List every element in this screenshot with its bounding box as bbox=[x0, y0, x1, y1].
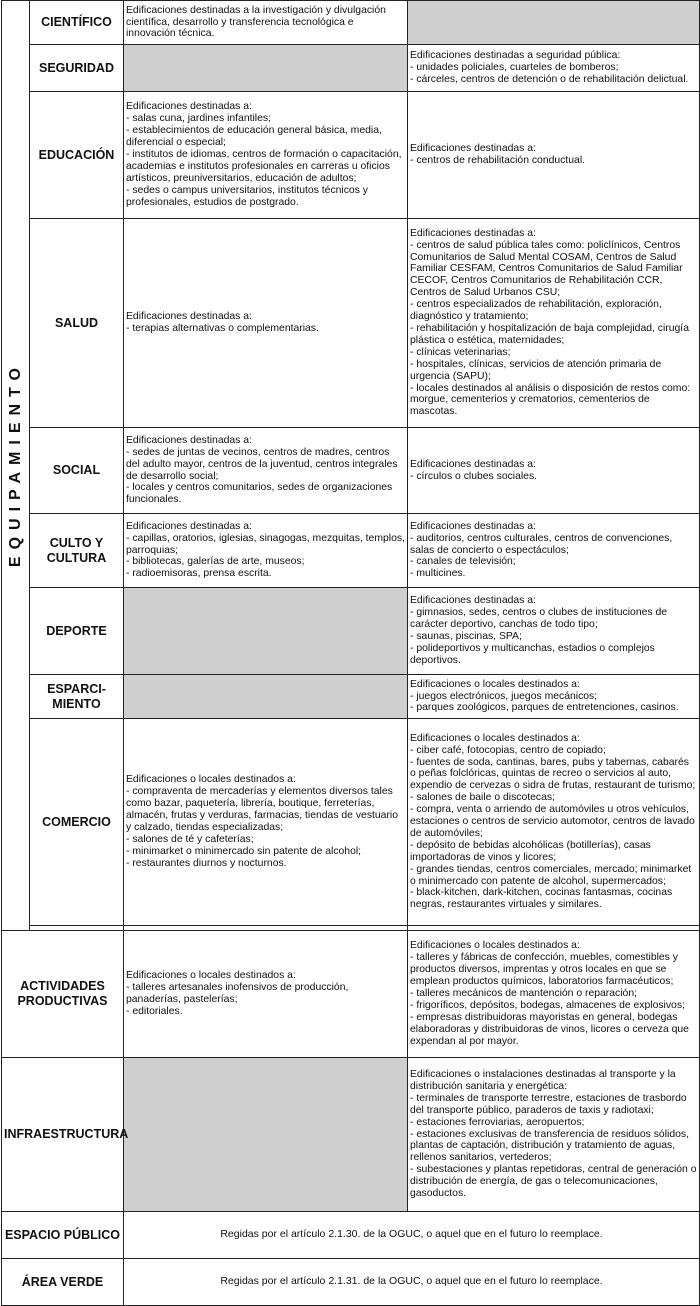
cell-line: - parques zoológicos, parques de entretenciones, casinos. bbox=[410, 702, 679, 714]
salud-permitted bbox=[124, 219, 408, 428]
label-culto: CULTO Y CULTURA bbox=[30, 514, 124, 588]
label-social: SOCIAL bbox=[30, 428, 124, 514]
cell-line: Edificaciones o locales destinados a: bbox=[410, 732, 580, 744]
cell-line: - grandes tiendas, centros comerciales, mercado; minimarket o minimercado con patente de alcohol, supermercados; bbox=[410, 863, 692, 887]
cell-line: - centros de rehabilitación conductual. bbox=[410, 155, 586, 166]
cell-line: Edificaciones o locales destinados a: bbox=[410, 940, 580, 952]
row-culto bbox=[2, 514, 700, 588]
cell-line: - radioemisoras, prensa escrita. bbox=[126, 568, 272, 580]
cell-line: - subestaciones y plantas repetidoras, central de generación o distribución de energía, de gas o telecomunicaciones, gasoductos. bbox=[410, 1164, 697, 1200]
cell-line: - ciber café, fotocopias, centro de copiado; bbox=[410, 744, 606, 756]
cell-line: Edificaciones destinadas a la investigación y divulgación científica, desarrollo y transferencia tecnológica e innovación técnica. bbox=[126, 4, 386, 40]
cell-line: Edificaciones o locales destinados a: bbox=[126, 970, 296, 982]
cell-line: Edificaciones destinadas a: bbox=[410, 458, 536, 470]
cell-line: - locales destinados al análisis o disposición de restos como: morgue, cementerios y crematorios, cementerios de mascotas. bbox=[410, 382, 691, 418]
cell-line: - salones de té y cafeterías; bbox=[126, 833, 254, 845]
cell-line: - depósito de bebidas alcohólicas (botillerías), casas importadoras de vinos y licores; bbox=[410, 839, 651, 863]
cell-line: - talleres y fábricas de confección, muebles, comestibles y productos diversos, imprentas y otros locales en que se emplean productos químicos, laboratorios farmacéuticos; bbox=[410, 952, 678, 988]
cell-line: Edificaciones destinadas a: bbox=[126, 101, 252, 113]
cientifico-empty-cell bbox=[408, 1, 700, 45]
cell-line: - círculos o clubes sociales. bbox=[410, 470, 538, 482]
cell-line: Edificaciones destinadas a: bbox=[126, 311, 252, 323]
comercio-permitted bbox=[124, 719, 408, 926]
label-infraestructura: INFRAESTRUCTURA bbox=[2, 1058, 124, 1212]
equipamiento-side-label: EQUIPAMIENTO bbox=[2, 1, 30, 931]
social-conditioned bbox=[408, 428, 700, 514]
cell-line: Edificaciones o locales destinados a: bbox=[126, 774, 296, 786]
row-seguridad bbox=[2, 45, 700, 92]
cell-line: Edificaciones destinadas a: bbox=[410, 595, 536, 607]
seguridad-conditioned bbox=[408, 45, 700, 92]
row-infraestructura bbox=[2, 1058, 700, 1212]
row-espacio-publico bbox=[2, 1212, 700, 1259]
area-verde-text: Regidas por el artículo 2.1.31. de la OGUC, o aquel que en el futuro lo reemplace. bbox=[124, 1259, 700, 1306]
label-esparcimiento: ESPARCI-MIENTO bbox=[30, 675, 124, 719]
social-permitted bbox=[124, 428, 408, 514]
row-esparcimiento bbox=[2, 675, 700, 719]
row-cientifico bbox=[2, 1, 700, 45]
cell-line: - fuentes de soda, cantinas, bares, pubs y tabernas, cabarés o peñas folclóricas, quintas de recreo o servicios al auto, expendio de cervezas o sidra de frutas, restaurant de turismo; bbox=[410, 756, 696, 792]
cell-line: Edificaciones destinadas a: bbox=[410, 143, 536, 155]
cell-line: Edificaciones destinadas a seguridad pública: bbox=[410, 50, 621, 62]
comercio-conditioned bbox=[408, 719, 700, 926]
infraestructura-conditioned bbox=[408, 1058, 700, 1212]
label-actividades: ACTIVIDADES PRODUCTIVAS bbox=[2, 931, 124, 1058]
cell-line: - estaciones exclusivas de transferencia de residuos sólidos, plantas de captación, distribución y tratamiento de aguas, rellenos sanitarios, vertederos; bbox=[410, 1128, 689, 1164]
cell-line: Edificaciones destinadas a: bbox=[410, 227, 536, 239]
cell-line: - estaciones ferroviarias, aeropuertos; bbox=[410, 1116, 585, 1128]
educacion-conditioned bbox=[408, 92, 700, 219]
label-area-verde: ÁREA VERDE bbox=[2, 1259, 124, 1306]
cell-line: - frigoríficos, depósitos, bodegas, almacenes de explosivos; bbox=[410, 999, 685, 1011]
actividades-permitted bbox=[124, 931, 408, 1058]
row-comercio bbox=[2, 719, 700, 926]
cell-line: - bibliotecas, galerías de arte, museos; bbox=[126, 556, 305, 568]
cell-line: - centros especializados de rehabilitación, exploración, diagnóstico y tratamiento; bbox=[410, 299, 662, 323]
cell-line: - terapias alternativas o complementarias. bbox=[126, 323, 319, 334]
cell-line: - compraventa de mercaderías y elementos diversos tales como bazar, paquetería, librería, boutique, ferreterías, almacén, frutas y verduras, farmacias, tiendas de vestuario y calzado, tiendas especializadas; bbox=[126, 786, 399, 833]
zoning-uses-table bbox=[1, 0, 700, 1306]
cell-line: Edificaciones o instalaciones destinadas al transporte y la distribución sanitaria y energética: bbox=[410, 1069, 676, 1092]
cell-line: - sedes de juntas de vecinos, centros de madres, centros del adulto mayor, centros de la juventud, centros integrales de desarrollo social; bbox=[126, 446, 398, 482]
label-espacio-publico: ESPACIO PÚBLICO bbox=[2, 1212, 124, 1259]
cell-line: - salones de baile o discotecas; bbox=[410, 792, 555, 804]
cell-line: - saunas, piscinas, SPA; bbox=[410, 631, 522, 642]
seguridad-empty-cell bbox=[124, 45, 408, 92]
cell-line: Edificaciones destinadas a: bbox=[126, 434, 252, 446]
cell-line: - talleres artesanales inofensivos de producción, panaderías, pastelerías; bbox=[126, 982, 349, 1005]
cell-line: - locales y centros comunitarios, sedes de organizaciones funcionales. bbox=[126, 482, 393, 506]
culto-conditioned bbox=[408, 514, 700, 588]
cientifico-permitted bbox=[124, 1, 408, 45]
cell-line: - talleres mecánicos de mantención o reparación; bbox=[410, 988, 637, 1000]
cell-line: - terminales de transporte terrestre, estaciones de trasbordo del transporte público, paraderos de taxis y radiotaxi; bbox=[410, 1092, 687, 1116]
educacion-permitted bbox=[124, 92, 408, 219]
deporte-empty-cell bbox=[124, 588, 408, 675]
cell-line: Edificaciones o locales destinados a: bbox=[410, 678, 580, 690]
cell-line: - rehabilitación y hospitalización de baja complejidad, cirugía plástica o estética, maternidades; bbox=[410, 323, 689, 346]
label-salud: SALUD bbox=[30, 219, 124, 428]
salud-conditioned bbox=[408, 219, 700, 428]
cell-line: - unidades policiales, cuarteles de bomberos; bbox=[410, 62, 619, 74]
cell-line: - gimnasios, sedes, centros o clubes de instituciones de carácter deportivo, canchas de todo tipo; bbox=[410, 607, 668, 631]
espacio-publico-text: Regidas por el artículo 2.1.30. de la OGUC, o aquel que en el futuro lo reemplace. bbox=[124, 1212, 700, 1259]
row-actividades bbox=[2, 931, 700, 1058]
cell-line: - cárceles, centros de detención o de rehabilitación delictual. bbox=[410, 73, 689, 85]
row-educacion bbox=[2, 92, 700, 219]
cell-line: - editoriales. bbox=[126, 1005, 183, 1017]
cell-line: Edificaciones destinadas a: bbox=[126, 520, 252, 532]
deporte-conditioned bbox=[408, 588, 700, 675]
cell-line: - compra, venta o arriendo de automóviles u otros vehículos, estaciones o centros de servicio automotor, centros de lavado de automóviles; bbox=[410, 804, 695, 839]
row-social bbox=[2, 428, 700, 514]
cell-line: - hospitales, clínicas, servicios de atención primaria de urgencia (SAPU); bbox=[410, 358, 662, 382]
cell-line: - minimarket o minimercado sin patente de alcohol; bbox=[126, 845, 362, 857]
cell-line: - establecimientos de educación general básica, media, diferencial o especial; bbox=[126, 125, 382, 149]
cell-line: - restaurantes diurnos y nocturnos. bbox=[126, 857, 287, 869]
infraestructura-empty-cell bbox=[124, 1058, 408, 1212]
row-deporte bbox=[2, 588, 700, 675]
culto-permitted bbox=[124, 514, 408, 588]
cell-line: - black-kitchen, dark-kitchen, cocinas fantasmas, cocinas negras, restaurantes virtuales y similares. bbox=[410, 887, 673, 911]
label-educacion: EDUCACIÓN bbox=[30, 92, 124, 219]
row-salud bbox=[2, 219, 700, 428]
label-deporte: DEPORTE bbox=[30, 588, 124, 675]
label-comercio: COMERCIO bbox=[30, 719, 124, 926]
cell-line: - institutos de idiomas, centros de formación o capacitación, academias e institutos profesionales en carreras u oficios artísticos, preuniversitarios, educación de adultos; bbox=[126, 149, 402, 184]
row-area-verde bbox=[2, 1259, 700, 1306]
esparcimiento-conditioned bbox=[408, 675, 700, 719]
cell-line: - clínicas veterinarias; bbox=[410, 346, 511, 358]
label-seguridad: SEGURIDAD bbox=[30, 45, 124, 92]
cell-line: - multicines. bbox=[410, 568, 466, 580]
actividades-conditioned bbox=[408, 931, 700, 1058]
cell-line: - salas cuna, jardines infantiles; bbox=[126, 113, 271, 125]
cell-line: - empresas distribuidoras mayoristas en general, bodegas elaboradoras y distribuidoras de vinos, licores o cerveza que expendan al por mayor. bbox=[410, 1011, 689, 1047]
cell-line: - auditorios, centros culturales, centros de convenciones, salas de concierto o espectáculos; bbox=[410, 532, 673, 556]
cell-line: Edificaciones destinadas a: bbox=[410, 520, 536, 532]
cell-line: - juegos electrónicos, juegos mecánicos; bbox=[410, 690, 598, 702]
cell-line: - centros de salud pública tales como: policlínicos, Centros Comunitarios de Salud Mental COSAM, Centros de Salud Familiar CESFAM, Centros Comunitarios de Salud Familiar CECOF, Centros Comunitarios de Rehabilitación CCR, Centros de Salud Urbanos CSU; bbox=[410, 239, 683, 299]
cell-line: - sedes o campus universitarios, institutos técnicos y profesionales, estudios de postgrado. bbox=[126, 184, 368, 208]
cell-line: - polideportivos y multicanchas, estadios o complejos deportivos. bbox=[410, 642, 655, 666]
esparcimiento-empty-cell bbox=[124, 675, 408, 719]
label-cientifico: CIENTÍFICO bbox=[30, 1, 124, 45]
cell-line: - capillas, oratorios, iglesias, sinagogas, mezquitas, templos, parroquias; bbox=[126, 532, 405, 556]
cell-line: - canales de televisión; bbox=[410, 556, 516, 568]
